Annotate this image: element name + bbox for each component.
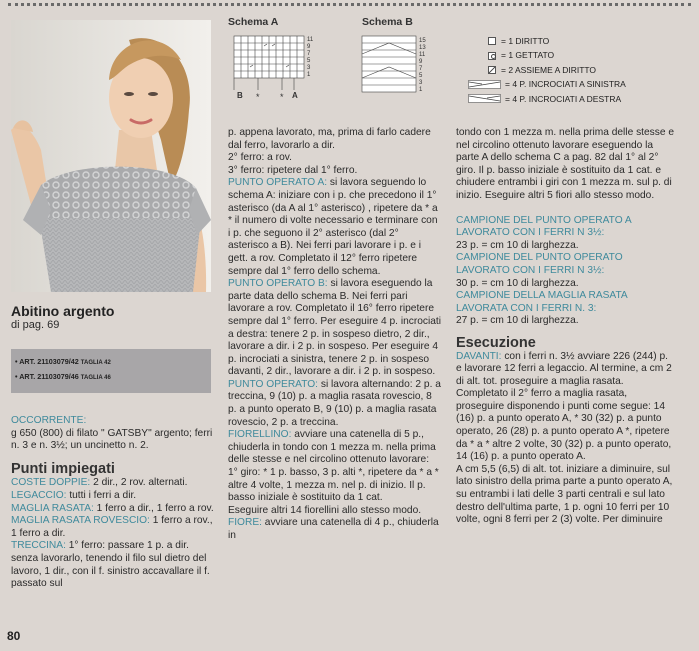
campione-value: 27 p. = cm 10 di larghezza. (456, 315, 579, 327)
text-paragraph: 2° ferro: a rov. (228, 152, 292, 164)
schema-a-row: 1 (307, 72, 311, 78)
occorrente-label: OCCORRENTE: (11, 415, 87, 426)
schema-b-row: 7 (419, 66, 423, 72)
product-title: Abitino argento (11, 303, 115, 319)
text-paragraph: p. appena lavorato, ma, prima di farlo cadere dal ferro, lavorarlo a dir. (228, 127, 431, 151)
cross-left-icon (468, 80, 502, 89)
schema-a-row: 7 (307, 51, 311, 57)
column-1 (11, 415, 215, 591)
legend-item: = 1 GETTATO (468, 48, 626, 62)
occorrente: OCCORRENTE: g 650 (800) di filato " GATSBY" argento; ferri n. 3 e n. 3½; un uncinetto n. 2. (11, 415, 213, 452)
column-3 (456, 127, 674, 527)
schema-a-chart (228, 32, 323, 100)
campione-label: CAMPIONE DELLA MAGLIA RASATA LAVORATA CON I FERRI N. 3: (456, 290, 628, 314)
text-paragraph: PUNTO OPERATO: si lavora alternando: 2 p. a treccina, 9 (10) p. a maglia rasata rovescio, 8 p. a punto operato B, 9 (10) p. a maglia rasata rovescio, 2 p. a treccina. (228, 378, 441, 428)
schema-a-row: 3 (307, 65, 311, 71)
schema-b-row: 15 (419, 38, 426, 44)
schema-a-mark: B (237, 91, 243, 100)
legend-item: = 1 DIRITTO (468, 34, 626, 48)
schema-b-row: 9 (419, 59, 423, 65)
campione-value: 30 p. = cm 10 di larghezza. (456, 277, 579, 289)
punto-item: MAGLIA RASATA: 1 ferro a dir., 1 ferro a rov. (11, 502, 214, 514)
schema-b-row: 1 (419, 87, 423, 93)
text-paragraph: 1° giro: * 1 p. basso, 3 p. alti *, ripetere da * a * altre 4 volte, 1 mezza m. nel p. di inizio. Il p. basso iniziale è sostituito da 1 cat. (228, 467, 439, 504)
column-2 (228, 127, 442, 543)
schema-b-chart (360, 34, 432, 98)
page-number: 80 (7, 629, 21, 643)
schema-a-row: 5 (307, 58, 311, 64)
article-row: • ART. 21103079/42 TAGLIA 42 (15, 357, 111, 366)
punto-item: COSTE DOPPIE: 2 dir., 2 rov. alternati. (11, 477, 188, 489)
text-paragraph: FIORELLINO: avviare una catenella di 5 p., chiuderla in tondo con 1 mezza m. nella prima delle stesse e nel circolino ottenuto lavorare: (228, 429, 436, 466)
schema-a-row: 9 (307, 44, 311, 50)
slash-square-icon (488, 66, 496, 74)
cross-right-icon (468, 94, 502, 103)
punto-item: MAGLIA RASATA ROVESCIO: 1 ferro a rov., 1 ferro a dir. (11, 515, 213, 539)
schema-b-row: 3 (419, 80, 423, 86)
punto-item: TRECCINA: 1° ferro: passare 1 p. a dir. senza lavorarlo, tenendo il filo sul dietro del lavoro, 1 dir., con il f. sinistro accavallare il f. passato sul (11, 540, 210, 590)
punto-item: LEGACCIO: tutti i ferri a dir. (11, 489, 137, 501)
schema-a-row: 11 (307, 37, 314, 43)
schema-b-row: 11 (419, 52, 426, 58)
empty-square-icon (488, 37, 496, 45)
text-paragraph: tondo con 1 mezza m. nella prima delle stesse e nel circolino ottenuto lavorare eseguendo la parte A dello schema C a pag. 82 dal 1° al 2° giro. Il p. basso iniziale è sostituito da 1 cat. e chiudere entrambi i giri con 1 mezza m. sul p. di inizio. Eseguire altri 5 fiori allo stesso modo. (456, 127, 675, 201)
asterisk-mark: * (256, 92, 260, 100)
text-paragraph: FIORE: avviare una catenella di 4 p., chiuderla in (228, 517, 439, 541)
esecuzione-heading: Esecuzione (456, 334, 536, 351)
symbol-legend (468, 34, 626, 106)
text-paragraph: DAVANTI: con i ferri n. 3½ avviare 226 (244) p. e lavorare 12 ferri a legaccio. Al termine, a cm 2 di alt. tot. proseguire a maglia rasata. Completato il 2° ferro a maglia rasata, proseguire disponendo i punti come segue: 14 (16) p. a punto operato A, * 30 (32) p. a punto operato, 26 (28) p. a punto operato A *, ripetere da * a * altre 2 volte, 30 (32) p. a punto operato, 14 (16) p. a punto operato A. (456, 350, 672, 463)
campione-value: 23 p. = cm 10 di larghezza. (456, 239, 579, 251)
schema-a-title: Schema A (228, 16, 279, 28)
text-paragraph: 3° ferro: ripetere dal 1° ferro. (228, 164, 358, 176)
schema-b-title: Schema B (362, 16, 413, 28)
schema-b-row: 5 (419, 73, 423, 79)
schema-a-mark: A (292, 91, 298, 100)
punti-heading: Punti impiegati (11, 460, 115, 477)
circle-square-icon (488, 52, 496, 60)
asterisk-mark: * (280, 92, 284, 100)
campione-label: CAMPIONE DEL PUNTO OPERATO A LAVORATO CON I FERRI N 3½: (456, 214, 632, 239)
legend-item: = 4 P. INCROCIATI A SINISTRA (468, 77, 626, 91)
schema-b-row: 13 (419, 45, 426, 51)
legend-item: = 4 P. INCROCIATI A DESTRA (468, 92, 626, 106)
model-photo (11, 20, 211, 292)
text-paragraph: A cm 5,5 (6,5) di alt. tot. iniziare a diminuire, sul lato sinistro della prima parte a punto operato A, su entrambi i lati delle 3 parti centrali e sul lato destro dell'ultima parte, 1 p. ogni 10 ferri per 10 volte, ogni 8 ferri per 2 (3) volte. Per diminuire (456, 463, 673, 526)
text-paragraph: Eseguire altri 14 fiorellini allo stesso modo. (228, 504, 422, 516)
article-box (11, 349, 211, 393)
legend-item: = 2 ASSIEME A DIRITTO (468, 63, 626, 77)
text-paragraph: PUNTO OPERATO B: si lavora eseguendo la parte data dello schema B. Nei ferri pari lavorare a rov. Completato il 16° ferro ripetere sempre dal 1° ferro. Per eseguire 4 p. incrociati a destra: tenere 2 p. in sospeso dietro, 2 dir., lavorare a dir. i 2 p. in sospeso. Per eseguire 4 p. incrociati a sinistra, tenere 2 p. in sospeso davanti, 2 dir., lavorare a dir. i 2 p. in sospeso. (228, 278, 442, 378)
text-paragraph: PUNTO OPERATO A: si lavora seguendo lo schema A: iniziare con i p. che precedono il 1° asterisco (da A al 1° asterisco) , ripetere da * a * il numero di volte necessario e terminare con i p. che seguono il 2° asterisco (dal 2° asterisco a B). Nei ferri pari lavorare i p. e i gett. a rov. Completato il 12° ferro ripetere sempre dal 1° ferro dello schema. (228, 177, 438, 277)
top-dotted-border (8, 3, 691, 10)
article-row: • ART. 21103079/46 TAGLIA 46 (15, 372, 111, 381)
product-subtitle: di pag. 69 (11, 318, 60, 331)
product-header (11, 305, 211, 331)
campione-label: CAMPIONE DEL PUNTO OPERATO LAVORATO CON I FERRI N 3½: (456, 252, 623, 276)
